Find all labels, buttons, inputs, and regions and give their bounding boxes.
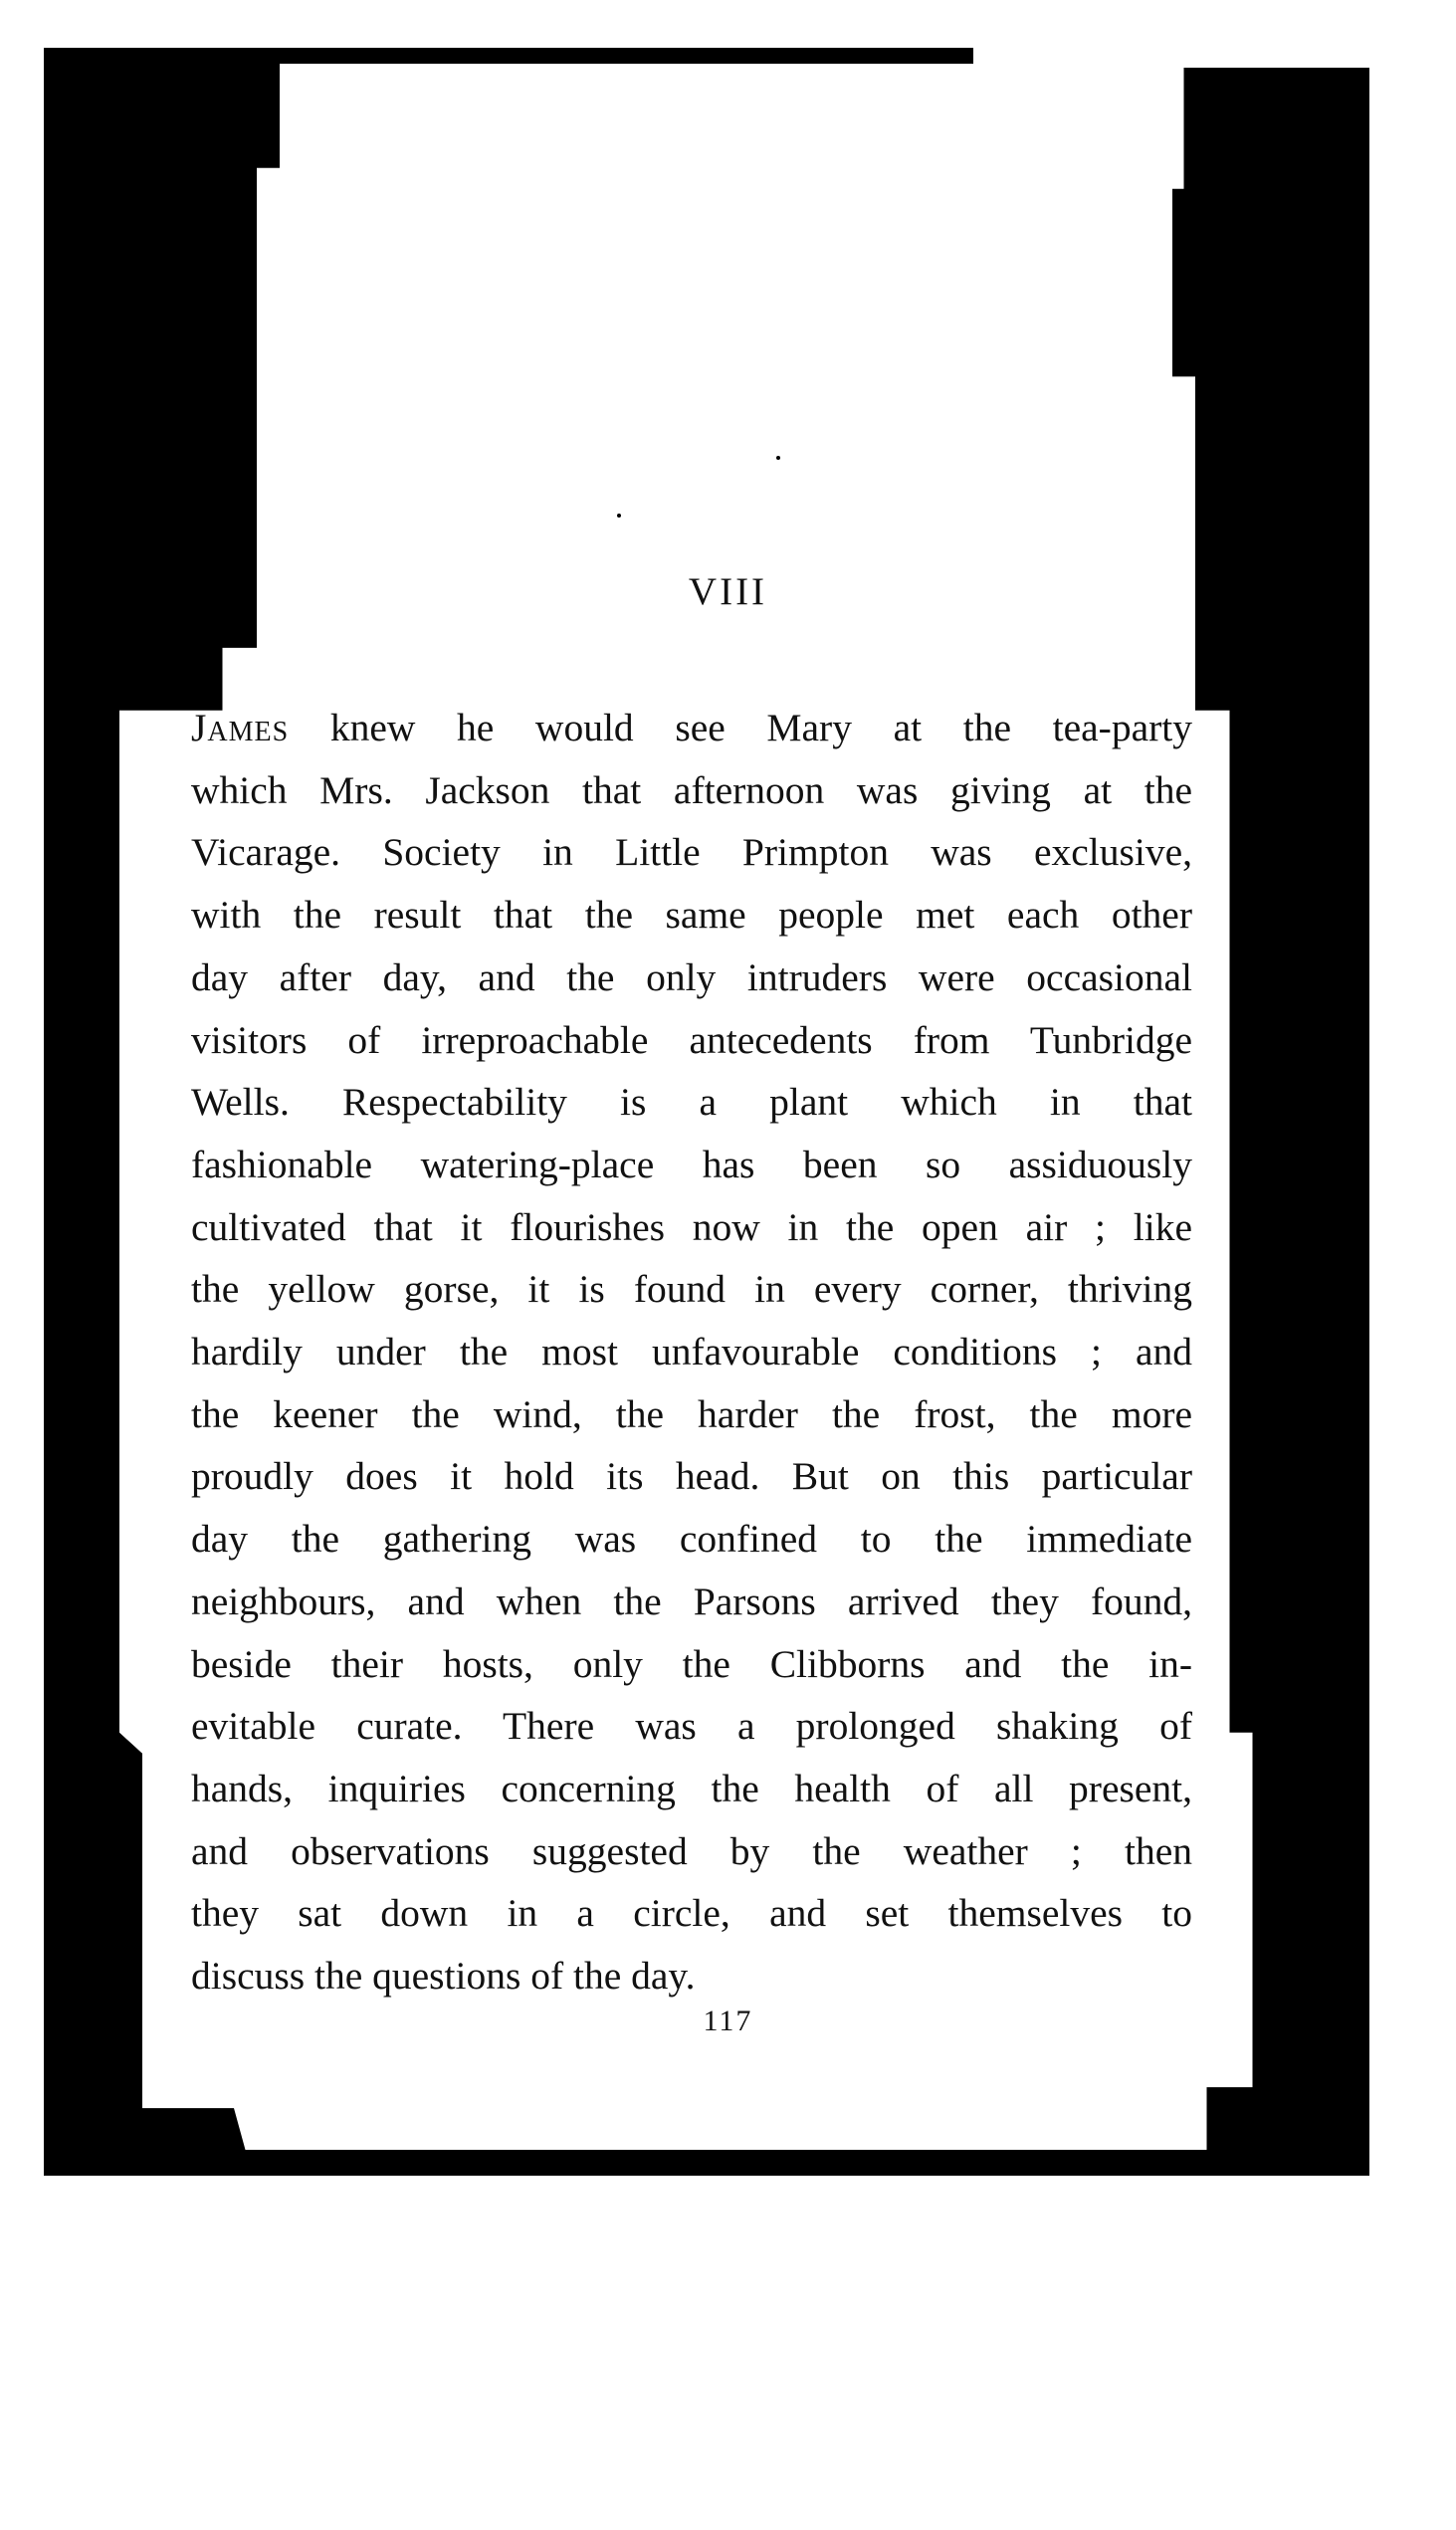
lead-word: James [191, 706, 290, 749]
text-line: proudly does it hold its head. But on this particular [191, 1454, 1192, 1499]
text-line: visitors of irreproachable antecedents from Tunbridge [191, 1017, 1192, 1062]
text-line: the yellow gorse, it is found in every corner, thriving [191, 1267, 1192, 1312]
text-line: which Mrs. Jackson that afternoon was giving at the [191, 767, 1192, 812]
text-line: fashionable watering-place has been so assiduously [191, 1142, 1192, 1186]
scan-top-margin [0, 0, 973, 48]
text-line: day the gathering was confined to the immediate [191, 1517, 1192, 1562]
text-line: hardily under the most unfavourable conditions ; and [191, 1330, 1192, 1374]
text-line: Vicarage. Society in Little Primpton was exclusive, [191, 830, 1192, 875]
page-number: 117 [703, 2004, 753, 2037]
text-line: hands, inquiries concerning the health of all present, [191, 1766, 1192, 1810]
text-line: they sat down in a circle, and set themselves to [191, 1891, 1192, 1936]
chapter-paragraph [191, 697, 1192, 2007]
scan-speck [1234, 1039, 1238, 1043]
scan-speck [617, 514, 621, 518]
text-line: discuss the questions of the day. [191, 1954, 696, 1999]
text-line: day after day, and the only intruders were occasional [191, 954, 1192, 999]
text-line: with the result that the same people met each other [191, 893, 1192, 938]
text-line: evitable curate. There was a prolonged shaking of [191, 1704, 1192, 1749]
chapter-heading: VIII [688, 570, 768, 613]
scan-speck [776, 456, 780, 460]
scan-speck [1236, 2158, 1244, 2166]
text-line: James knew he would see Mary at the tea-party [191, 706, 1192, 749]
text-line: Wells. Respectability is a plant which in that [191, 1080, 1192, 1125]
text-line: and observations suggested by the weather ; then [191, 1828, 1192, 1873]
text-line: neighbours, and when the Parsons arrived they found, [191, 1579, 1192, 1623]
scan-top-right-margin [973, 0, 1456, 68]
text-line: cultivated that it flourishes now in the open air ; like [191, 1204, 1192, 1249]
text-line: beside their hosts, only the Clibborns and the in- [191, 1641, 1192, 1686]
text-line: the keener the wind, the harder the frost, the more [191, 1391, 1192, 1436]
